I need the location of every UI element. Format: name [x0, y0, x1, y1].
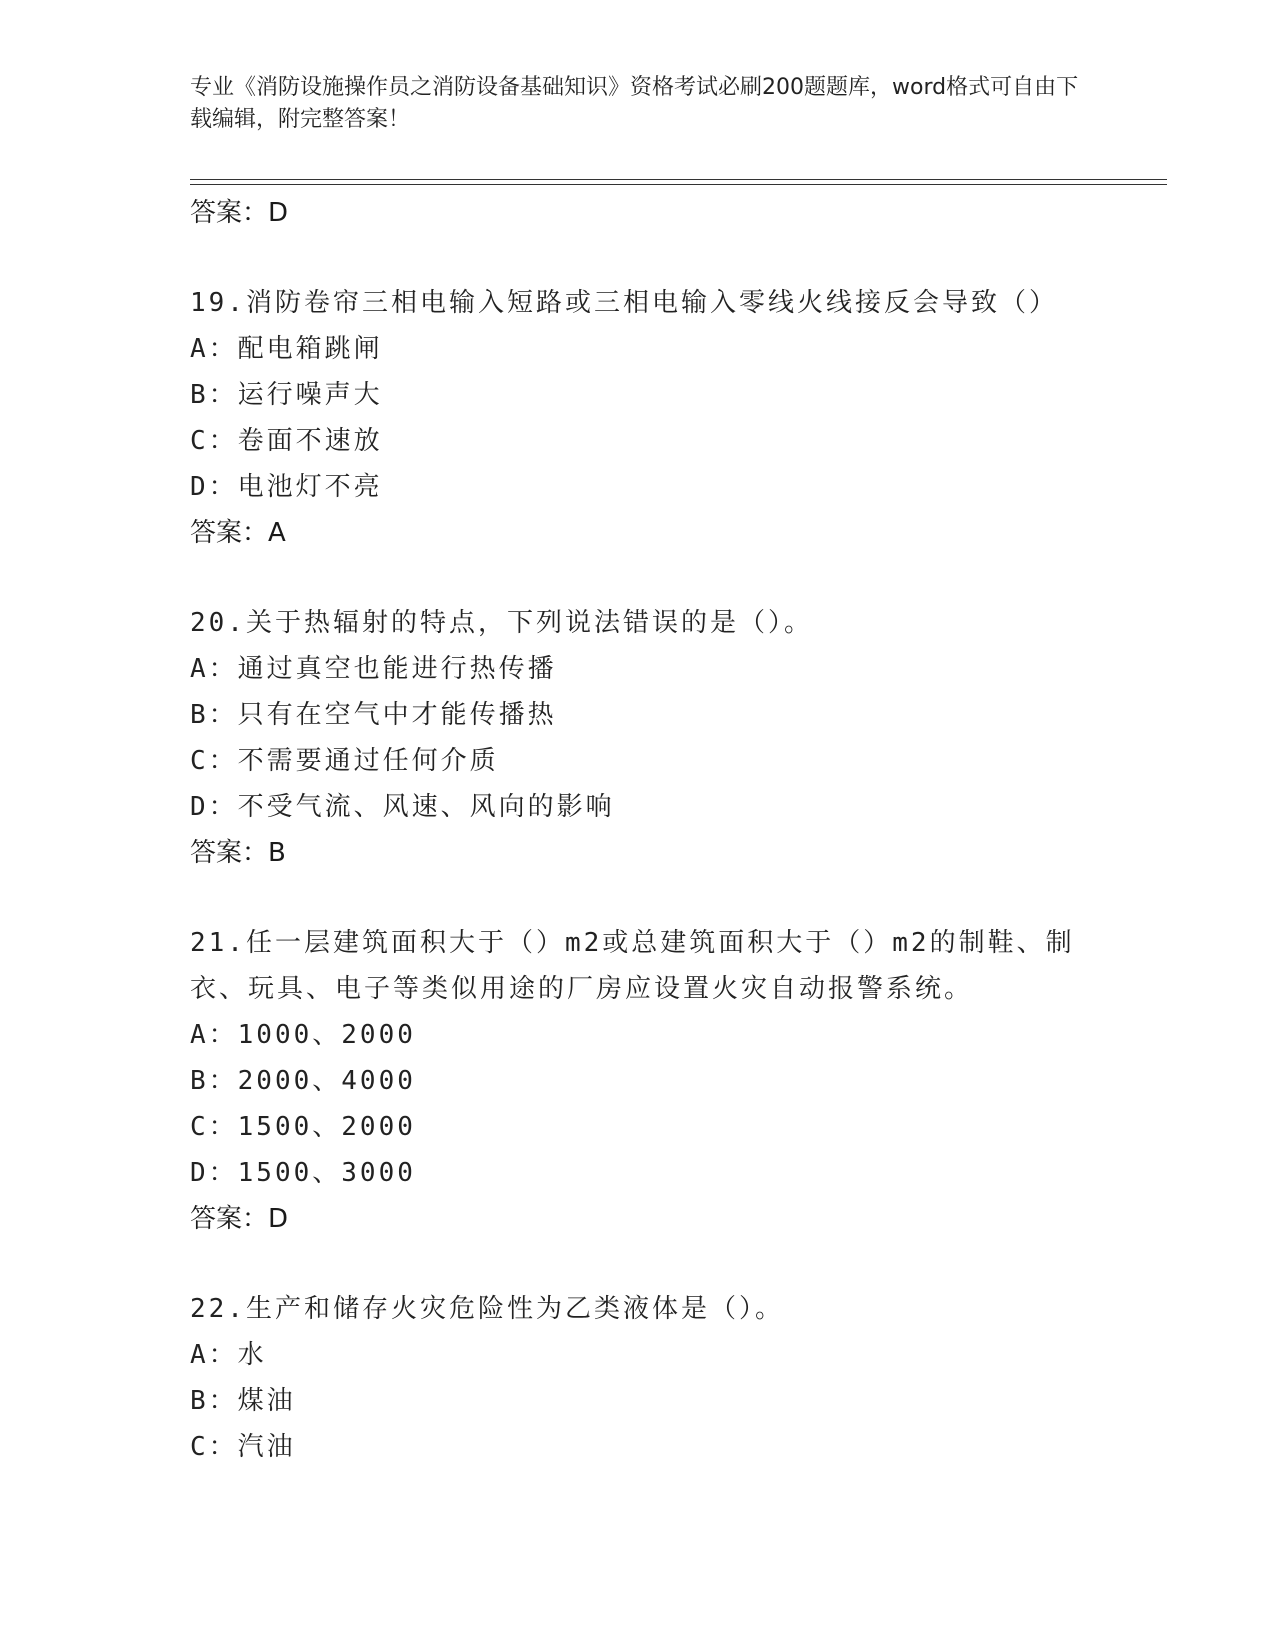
option-b: B：煤油	[190, 1386, 296, 1416]
document-header: 专业《消防设施操作员之消防设备基础知识》资格考试必刷200题题库，word格式可自由下载编辑，附完整答案！	[190, 75, 1079, 132]
option-a: A：水	[190, 1340, 267, 1370]
header-divider-bottom	[190, 184, 1167, 185]
spacer	[190, 1242, 1090, 1286]
option-c: C：汽油	[190, 1432, 296, 1462]
option-b: B：运行噪声大	[190, 380, 383, 410]
option-b: B：2000、4000	[190, 1066, 416, 1096]
spacer	[190, 556, 1090, 600]
header-divider-top	[190, 179, 1167, 180]
question-text: 19.消防卷帘三相电输入短路或三相电输入零线火线接反会导致（）	[190, 288, 1058, 318]
question-text: 22.生产和储存火灾危险性为乙类液体是（）。	[190, 1294, 784, 1324]
option-a: A：配电箱跳闸	[190, 334, 383, 364]
option-d: D：1500、3000	[190, 1158, 416, 1188]
question-text: 20.关于热辐射的特点，下列说法错误的是（）。	[190, 608, 813, 638]
question-block-21	[190, 920, 1090, 1242]
question-block-20	[190, 600, 1090, 876]
question-block-22	[190, 1286, 1090, 1470]
question-block-19	[190, 280, 1090, 556]
question-list	[190, 190, 1090, 1470]
option-c: C：不需要通过任何介质	[190, 746, 499, 776]
answer-line: 答案：D	[190, 1204, 289, 1234]
spacer	[190, 876, 1090, 920]
option-a: A：1000、2000	[190, 1020, 416, 1050]
question-text: 21.任一层建筑面积大于（）m2或总建筑面积大于（）m2的制鞋、制衣、玩具、电子等类似用途的厂房应设置火灾自动报警系统。	[190, 928, 1075, 1004]
option-d: D：不受气流、风速、风向的影响	[190, 792, 615, 822]
answer-line: 答案：A	[190, 518, 286, 548]
option-b: B：只有在空气中才能传播热	[190, 700, 557, 730]
answer-line: 答案：D	[190, 198, 289, 228]
option-a: A：通过真空也能进行热传播	[190, 654, 557, 684]
spacer	[190, 236, 1090, 280]
option-c: C：1500、2000	[190, 1112, 416, 1142]
option-d: D：电池灯不亮	[190, 472, 383, 502]
option-c: C：卷面不速放	[190, 426, 383, 456]
answer-line: 答案：B	[190, 838, 286, 868]
